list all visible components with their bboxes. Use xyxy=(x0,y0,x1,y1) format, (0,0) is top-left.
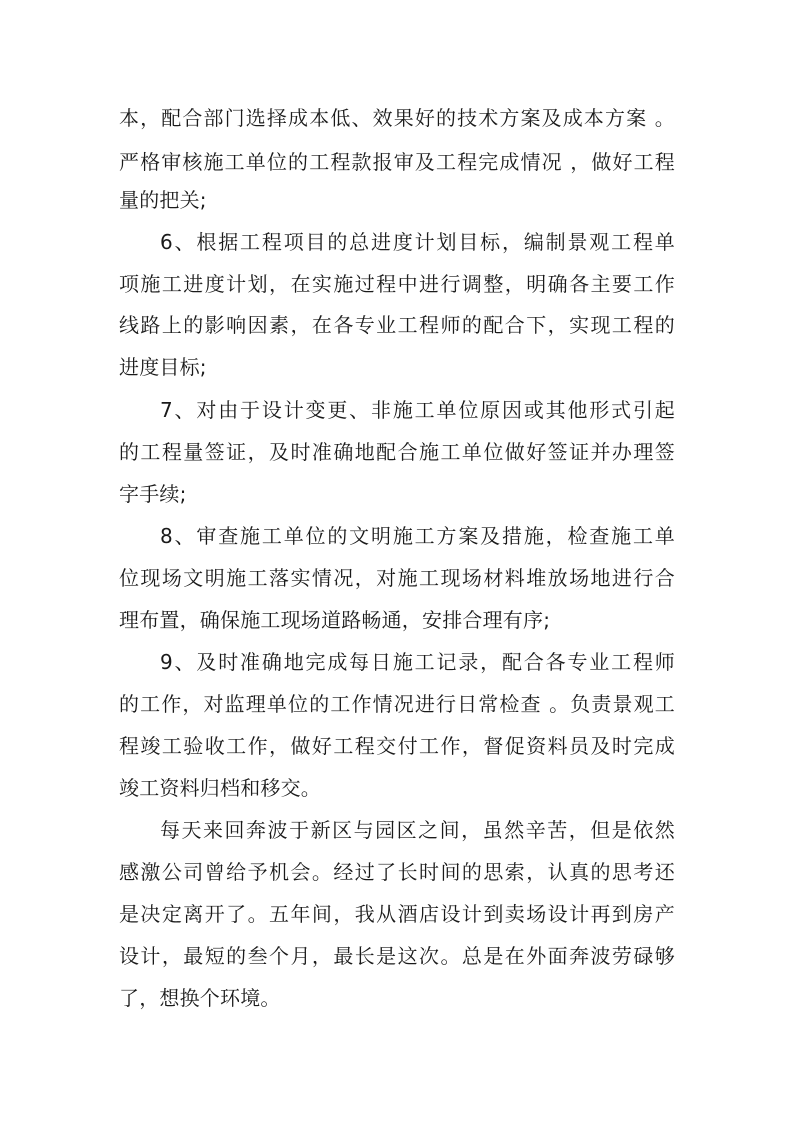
text-line: 程竣工验收工作，做好工程交付工作，督促资料员及时完成 xyxy=(119,734,675,758)
text-line: 9、及时准确地完成每日施工记录，配合各专业工程师 xyxy=(160,650,675,674)
text-line: 每天来回奔波于新区与园区之间，虽然辛苦，但是依然 xyxy=(160,818,675,842)
text-line: 是决定离开了。五年间，我从酒店设计到卖场设计再到房产 xyxy=(119,902,675,926)
text-line: 设计，最短的叁个月，最长是这次。总是在外面奔波劳碌够 xyxy=(119,944,675,968)
text-line: 位现场文明施工落实情况，对施工现场材料堆放场地进行合 xyxy=(119,566,675,590)
text-line: 本，配合部门选择成本低、效果好的技术方案及成本方案 。 xyxy=(119,106,675,130)
text-line: 了，想换个环境。 xyxy=(119,986,281,1010)
text-line: 6、根据工程项目的总进度计划目标，编制景观工程单 xyxy=(160,230,675,254)
text-line: 量的把关; xyxy=(119,188,207,212)
text-line: 8、审查施工单位的文明施工方案及措施，检查施工单 xyxy=(160,524,675,548)
text-line: 理布置，确保施工现场道路畅通，安排合理有序; xyxy=(119,608,551,632)
text-line: 项施工进度计划，在实施过程中进行调整，明确各主要工作 xyxy=(119,272,675,296)
text-line: 字手续; xyxy=(119,482,187,506)
text-line: 线路上的影响因素，在各专业工程师的配合下，实现工程的 xyxy=(119,313,675,337)
text-line: 的工作，对监理单位的工作情况进行日常检查 。负责景观工 xyxy=(119,692,675,716)
text-line: 竣工资料归档和移交。 xyxy=(119,776,321,800)
text-line: 严格审核施工单位的工程款报审及工程完成情况 ，做好工程 xyxy=(119,150,675,174)
text-line: 的工程量签证，及时准确地配合施工单位做好签证并办理签 xyxy=(119,440,675,464)
text-line: 进度目标; xyxy=(119,355,207,379)
text-line: 感激公司曾给予机会。经过了长时间的思索，认真的思考还 xyxy=(119,860,675,884)
text-line: 7、对由于设计变更、非施工单位原因或其他形式引起 xyxy=(160,398,675,422)
